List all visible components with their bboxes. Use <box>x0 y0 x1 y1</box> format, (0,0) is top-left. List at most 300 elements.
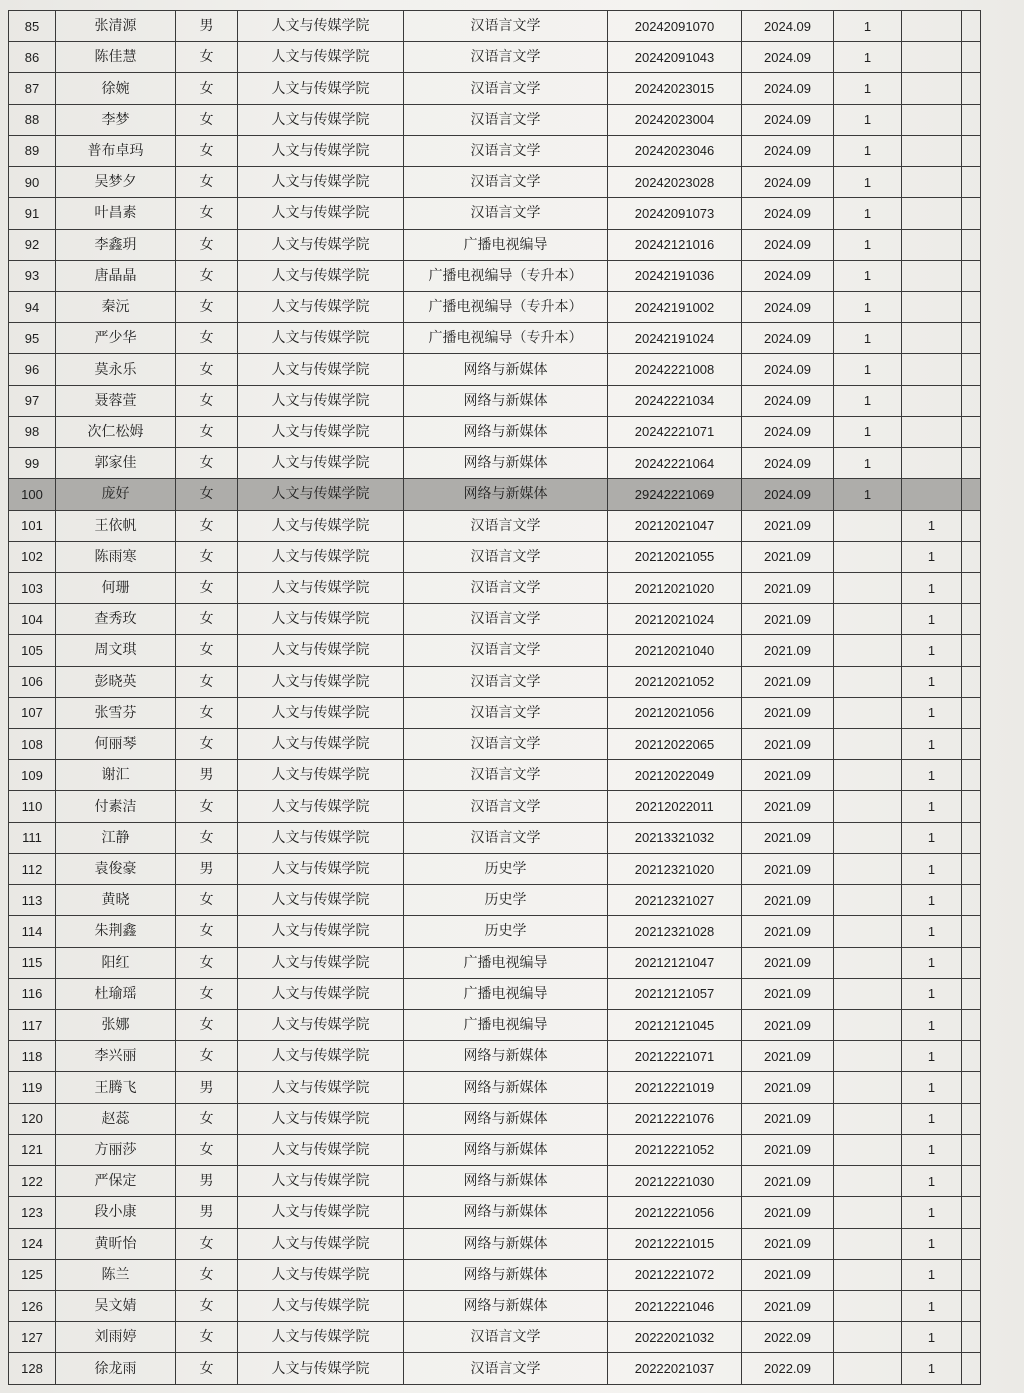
count-column-b-cell <box>902 229 962 260</box>
college-cell: 人文与传媒学院 <box>238 135 404 166</box>
row-number-cell: 106 <box>9 666 56 697</box>
count-column-a-cell <box>834 666 902 697</box>
count-column-b-cell: 1 <box>902 760 962 791</box>
enrollment-date-cell: 2021.09 <box>742 885 834 916</box>
count-column-b-cell: 1 <box>902 604 962 635</box>
student-name-cell: 谢汇 <box>56 760 176 791</box>
student-name-cell: 李梦 <box>56 104 176 135</box>
major-cell: 汉语言文学 <box>404 666 608 697</box>
student-id-cell: 20242023004 <box>608 104 742 135</box>
student-id-cell: 20213321032 <box>608 822 742 853</box>
student-name-cell: 何丽琴 <box>56 729 176 760</box>
enrollment-date-cell: 2021.09 <box>742 853 834 884</box>
college-cell: 人文与传媒学院 <box>238 916 404 947</box>
count-column-c-cell <box>962 229 981 260</box>
count-column-b-cell: 1 <box>902 1134 962 1165</box>
gender-cell: 女 <box>176 167 238 198</box>
row-number-cell: 116 <box>9 978 56 1009</box>
student-name-cell: 徐龙雨 <box>56 1353 176 1385</box>
major-cell: 汉语言文学 <box>404 104 608 135</box>
gender-cell: 女 <box>176 697 238 728</box>
major-cell: 汉语言文学 <box>404 541 608 572</box>
major-cell: 广播电视编导（专升本） <box>404 323 608 354</box>
gender-cell: 女 <box>176 916 238 947</box>
student-id-cell: 20212221056 <box>608 1197 742 1228</box>
count-column-a-cell: 1 <box>834 479 902 510</box>
roster-body <box>9 11 981 1385</box>
count-column-a-cell <box>834 1353 902 1385</box>
major-cell: 汉语言文学 <box>404 42 608 73</box>
table-row <box>9 697 981 728</box>
gender-cell: 女 <box>176 604 238 635</box>
row-number-cell: 121 <box>9 1134 56 1165</box>
enrollment-date-cell: 2021.09 <box>742 1228 834 1259</box>
college-cell: 人文与传媒学院 <box>238 822 404 853</box>
college-cell: 人文与传媒学院 <box>238 947 404 978</box>
student-name-cell: 李兴丽 <box>56 1041 176 1072</box>
count-column-c-cell <box>962 916 981 947</box>
count-column-c-cell <box>962 1166 981 1197</box>
major-cell: 网络与新媒体 <box>404 1290 608 1321</box>
enrollment-date-cell: 2021.09 <box>742 760 834 791</box>
table-row <box>9 11 981 42</box>
student-id-cell: 20242221071 <box>608 416 742 447</box>
row-number-cell: 94 <box>9 291 56 322</box>
row-number-cell: 103 <box>9 572 56 603</box>
count-column-c-cell <box>962 42 981 73</box>
student-name-cell: 吴文婧 <box>56 1290 176 1321</box>
enrollment-date-cell: 2021.09 <box>742 822 834 853</box>
student-id-cell: 20242121016 <box>608 229 742 260</box>
gender-cell: 女 <box>176 42 238 73</box>
count-column-c-cell <box>962 1134 981 1165</box>
row-number-cell: 107 <box>9 697 56 728</box>
count-column-c-cell <box>962 541 981 572</box>
student-name-cell: 周文琪 <box>56 635 176 666</box>
enrollment-date-cell: 2021.09 <box>742 729 834 760</box>
student-name-cell: 陈佳慧 <box>56 42 176 73</box>
count-column-b-cell <box>902 42 962 73</box>
student-name-cell: 张娜 <box>56 1010 176 1041</box>
table-row <box>9 260 981 291</box>
college-cell: 人文与传媒学院 <box>238 510 404 541</box>
count-column-b-cell: 1 <box>902 885 962 916</box>
table-row <box>9 978 981 1009</box>
enrollment-date-cell: 2021.09 <box>742 697 834 728</box>
count-column-c-cell <box>962 947 981 978</box>
count-column-a-cell: 1 <box>834 73 902 104</box>
college-cell: 人文与传媒学院 <box>238 479 404 510</box>
row-number-cell: 101 <box>9 510 56 541</box>
major-cell: 广播电视编导（专升本） <box>404 260 608 291</box>
row-number-cell: 109 <box>9 760 56 791</box>
student-id-cell: 20242191002 <box>608 291 742 322</box>
student-id-cell: 20212021040 <box>608 635 742 666</box>
major-cell: 汉语言文学 <box>404 1353 608 1385</box>
table-row <box>9 947 981 978</box>
count-column-b-cell <box>902 416 962 447</box>
count-column-b-cell: 1 <box>902 822 962 853</box>
gender-cell: 女 <box>176 448 238 479</box>
enrollment-date-cell: 2024.09 <box>742 135 834 166</box>
table-row <box>9 635 981 666</box>
table-row <box>9 1322 981 1353</box>
enrollment-date-cell: 2024.09 <box>742 11 834 42</box>
enrollment-date-cell: 2021.09 <box>742 1072 834 1103</box>
college-cell: 人文与传媒学院 <box>238 1041 404 1072</box>
enrollment-date-cell: 2024.09 <box>742 323 834 354</box>
count-column-c-cell <box>962 604 981 635</box>
count-column-b-cell: 1 <box>902 1290 962 1321</box>
enrollment-date-cell: 2021.09 <box>742 604 834 635</box>
count-column-a-cell <box>834 697 902 728</box>
row-number-cell: 114 <box>9 916 56 947</box>
count-column-c-cell <box>962 729 981 760</box>
count-column-c-cell <box>962 1290 981 1321</box>
college-cell: 人文与传媒学院 <box>238 635 404 666</box>
gender-cell: 男 <box>176 853 238 884</box>
enrollment-date-cell: 2021.09 <box>742 791 834 822</box>
gender-cell: 女 <box>176 791 238 822</box>
student-name-cell: 陈雨寒 <box>56 541 176 572</box>
college-cell: 人文与传媒学院 <box>238 1353 404 1385</box>
student-name-cell: 赵蕊 <box>56 1103 176 1134</box>
gender-cell: 女 <box>176 479 238 510</box>
table-row <box>9 385 981 416</box>
count-column-b-cell <box>902 135 962 166</box>
enrollment-date-cell: 2021.09 <box>742 1103 834 1134</box>
count-column-b-cell: 1 <box>902 697 962 728</box>
student-id-cell: 20212022065 <box>608 729 742 760</box>
student-name-cell: 何珊 <box>56 572 176 603</box>
college-cell: 人文与传媒学院 <box>238 978 404 1009</box>
gender-cell: 女 <box>176 354 238 385</box>
row-number-cell: 99 <box>9 448 56 479</box>
count-column-a-cell: 1 <box>834 198 902 229</box>
gender-cell: 女 <box>176 104 238 135</box>
college-cell: 人文与传媒学院 <box>238 760 404 791</box>
table-row <box>9 1290 981 1321</box>
major-cell: 汉语言文学 <box>404 135 608 166</box>
college-cell: 人文与传媒学院 <box>238 260 404 291</box>
count-column-b-cell: 1 <box>902 1072 962 1103</box>
student-id-cell: 20212321020 <box>608 853 742 884</box>
student-name-cell: 郭家佳 <box>56 448 176 479</box>
student-id-cell: 20212221030 <box>608 1166 742 1197</box>
table-row <box>9 1010 981 1041</box>
student-id-cell: 20212321027 <box>608 885 742 916</box>
gender-cell: 女 <box>176 73 238 104</box>
major-cell: 网络与新媒体 <box>404 1134 608 1165</box>
count-column-b-cell: 1 <box>902 791 962 822</box>
major-cell: 广播电视编导（专升本） <box>404 291 608 322</box>
college-cell: 人文与传媒学院 <box>238 1322 404 1353</box>
student-id-cell: 20212221071 <box>608 1041 742 1072</box>
student-id-cell: 20212021047 <box>608 510 742 541</box>
student-name-cell: 莫永乐 <box>56 354 176 385</box>
student-name-cell: 彭晓英 <box>56 666 176 697</box>
gender-cell: 女 <box>176 1228 238 1259</box>
college-cell: 人文与传媒学院 <box>238 385 404 416</box>
row-number-cell: 104 <box>9 604 56 635</box>
count-column-c-cell <box>962 448 981 479</box>
college-cell: 人文与传媒学院 <box>238 104 404 135</box>
gender-cell: 女 <box>176 1353 238 1385</box>
count-column-c-cell <box>962 822 981 853</box>
count-column-a-cell: 1 <box>834 104 902 135</box>
row-number-cell: 112 <box>9 853 56 884</box>
count-column-a-cell: 1 <box>834 135 902 166</box>
count-column-c-cell <box>962 291 981 322</box>
major-cell: 广播电视编导 <box>404 978 608 1009</box>
gender-cell: 女 <box>176 1103 238 1134</box>
student-id-cell: 20222021037 <box>608 1353 742 1385</box>
college-cell: 人文与传媒学院 <box>238 604 404 635</box>
count-column-b-cell <box>902 385 962 416</box>
count-column-c-cell <box>962 1103 981 1134</box>
student-name-cell: 张清源 <box>56 11 176 42</box>
count-column-c-cell <box>962 635 981 666</box>
row-number-cell: 93 <box>9 260 56 291</box>
student-id-cell: 20212021055 <box>608 541 742 572</box>
count-column-c-cell <box>962 1259 981 1290</box>
count-column-c-cell <box>962 1228 981 1259</box>
student-id-cell: 29242221069 <box>608 479 742 510</box>
gender-cell: 女 <box>176 1010 238 1041</box>
table-row <box>9 853 981 884</box>
count-column-a-cell: 1 <box>834 416 902 447</box>
count-column-a-cell <box>834 760 902 791</box>
table-row <box>9 1166 981 1197</box>
count-column-b-cell <box>902 448 962 479</box>
college-cell: 人文与传媒学院 <box>238 42 404 73</box>
count-column-a-cell: 1 <box>834 354 902 385</box>
count-column-b-cell: 1 <box>902 572 962 603</box>
major-cell: 网络与新媒体 <box>404 1228 608 1259</box>
count-column-a-cell <box>834 1072 902 1103</box>
major-cell: 汉语言文学 <box>404 73 608 104</box>
student-name-cell: 王依帆 <box>56 510 176 541</box>
enrollment-date-cell: 2021.09 <box>742 1197 834 1228</box>
row-number-cell: 111 <box>9 822 56 853</box>
count-column-b-cell: 1 <box>902 729 962 760</box>
table-row <box>9 1259 981 1290</box>
row-number-cell: 85 <box>9 11 56 42</box>
count-column-b-cell <box>902 11 962 42</box>
count-column-b-cell <box>902 104 962 135</box>
count-column-a-cell: 1 <box>834 323 902 354</box>
enrollment-date-cell: 2024.09 <box>742 260 834 291</box>
row-number-cell: 105 <box>9 635 56 666</box>
student-id-cell: 20222021032 <box>608 1322 742 1353</box>
student-id-cell: 20212221046 <box>608 1290 742 1321</box>
count-column-b-cell: 1 <box>902 510 962 541</box>
count-column-b-cell: 1 <box>902 1259 962 1290</box>
count-column-b-cell: 1 <box>902 1353 962 1385</box>
count-column-a-cell <box>834 1010 902 1041</box>
count-column-b-cell: 1 <box>902 947 962 978</box>
count-column-a-cell: 1 <box>834 291 902 322</box>
gender-cell: 男 <box>176 1166 238 1197</box>
row-number-cell: 124 <box>9 1228 56 1259</box>
gender-cell: 女 <box>176 822 238 853</box>
college-cell: 人文与传媒学院 <box>238 416 404 447</box>
row-number-cell: 95 <box>9 323 56 354</box>
count-column-c-cell <box>962 1322 981 1353</box>
student-id-cell: 20212121057 <box>608 978 742 1009</box>
enrollment-date-cell: 2021.09 <box>742 1166 834 1197</box>
row-number-cell: 123 <box>9 1197 56 1228</box>
major-cell: 汉语言文学 <box>404 822 608 853</box>
student-id-cell: 20212221015 <box>608 1228 742 1259</box>
row-number-cell: 100 <box>9 479 56 510</box>
gender-cell: 女 <box>176 198 238 229</box>
student-id-cell: 20212321028 <box>608 916 742 947</box>
count-column-b-cell <box>902 198 962 229</box>
student-id-cell: 20242023046 <box>608 135 742 166</box>
major-cell: 汉语言文学 <box>404 760 608 791</box>
major-cell: 网络与新媒体 <box>404 1072 608 1103</box>
enrollment-date-cell: 2021.09 <box>742 666 834 697</box>
count-column-b-cell <box>902 323 962 354</box>
count-column-c-cell <box>962 1353 981 1385</box>
count-column-a-cell <box>834 510 902 541</box>
major-cell: 网络与新媒体 <box>404 1166 608 1197</box>
row-number-cell: 97 <box>9 385 56 416</box>
student-name-cell: 王腾飞 <box>56 1072 176 1103</box>
row-number-cell: 89 <box>9 135 56 166</box>
count-column-c-cell <box>962 510 981 541</box>
count-column-a-cell <box>834 729 902 760</box>
college-cell: 人文与传媒学院 <box>238 1166 404 1197</box>
student-name-cell: 江静 <box>56 822 176 853</box>
enrollment-date-cell: 2024.09 <box>742 42 834 73</box>
count-column-c-cell <box>962 978 981 1009</box>
count-column-a-cell <box>834 978 902 1009</box>
gender-cell: 男 <box>176 760 238 791</box>
college-cell: 人文与传媒学院 <box>238 354 404 385</box>
major-cell: 汉语言文学 <box>404 198 608 229</box>
count-column-b-cell <box>902 260 962 291</box>
gender-cell: 男 <box>176 1072 238 1103</box>
row-number-cell: 113 <box>9 885 56 916</box>
college-cell: 人文与传媒学院 <box>238 291 404 322</box>
student-id-cell: 20212021024 <box>608 604 742 635</box>
gender-cell: 女 <box>176 635 238 666</box>
enrollment-date-cell: 2024.09 <box>742 73 834 104</box>
major-cell: 网络与新媒体 <box>404 479 608 510</box>
enrollment-date-cell: 2021.09 <box>742 1010 834 1041</box>
major-cell: 汉语言文学 <box>404 572 608 603</box>
student-id-cell: 20242091043 <box>608 42 742 73</box>
count-column-a-cell <box>834 1134 902 1165</box>
count-column-c-cell <box>962 760 981 791</box>
count-column-c-cell <box>962 416 981 447</box>
table-row <box>9 1103 981 1134</box>
row-number-cell: 120 <box>9 1103 56 1134</box>
row-number-cell: 122 <box>9 1166 56 1197</box>
student-name-cell: 陈兰 <box>56 1259 176 1290</box>
enrollment-date-cell: 2024.09 <box>742 229 834 260</box>
gender-cell: 女 <box>176 510 238 541</box>
count-column-a-cell: 1 <box>834 260 902 291</box>
enrollment-date-cell: 2024.09 <box>742 385 834 416</box>
count-column-c-cell <box>962 572 981 603</box>
college-cell: 人文与传媒学院 <box>238 697 404 728</box>
table-row <box>9 354 981 385</box>
student-name-cell: 张雪芬 <box>56 697 176 728</box>
student-id-cell: 20212221072 <box>608 1259 742 1290</box>
student-id-cell: 20212221019 <box>608 1072 742 1103</box>
count-column-b-cell <box>902 291 962 322</box>
table-row <box>9 104 981 135</box>
count-column-a-cell <box>834 1103 902 1134</box>
major-cell: 汉语言文学 <box>404 167 608 198</box>
gender-cell: 男 <box>176 1197 238 1228</box>
gender-cell: 女 <box>176 291 238 322</box>
table-row <box>9 541 981 572</box>
table-row <box>9 760 981 791</box>
student-name-cell: 聂蓉萱 <box>56 385 176 416</box>
student-id-cell: 20242221008 <box>608 354 742 385</box>
count-column-a-cell <box>834 572 902 603</box>
row-number-cell: 91 <box>9 198 56 229</box>
table-row <box>9 1072 981 1103</box>
major-cell: 汉语言文学 <box>404 11 608 42</box>
student-name-cell: 次仁松姆 <box>56 416 176 447</box>
count-column-a-cell: 1 <box>834 167 902 198</box>
student-name-cell: 吴梦夕 <box>56 167 176 198</box>
table-row <box>9 885 981 916</box>
table-row <box>9 822 981 853</box>
count-column-a-cell <box>834 1290 902 1321</box>
major-cell: 汉语言文学 <box>404 697 608 728</box>
count-column-b-cell <box>902 354 962 385</box>
count-column-c-cell <box>962 791 981 822</box>
count-column-c-cell <box>962 135 981 166</box>
row-number-cell: 87 <box>9 73 56 104</box>
row-number-cell: 127 <box>9 1322 56 1353</box>
college-cell: 人文与传媒学院 <box>238 853 404 884</box>
row-number-cell: 96 <box>9 354 56 385</box>
enrollment-date-cell: 2022.09 <box>742 1353 834 1385</box>
major-cell: 历史学 <box>404 916 608 947</box>
gender-cell: 女 <box>176 229 238 260</box>
row-number-cell: 118 <box>9 1041 56 1072</box>
student-id-cell: 20212022049 <box>608 760 742 791</box>
student-name-cell: 朱荆鑫 <box>56 916 176 947</box>
count-column-b-cell: 1 <box>902 1010 962 1041</box>
count-column-b-cell <box>902 73 962 104</box>
enrollment-date-cell: 2021.09 <box>742 978 834 1009</box>
student-id-cell: 20242091070 <box>608 11 742 42</box>
row-number-cell: 92 <box>9 229 56 260</box>
count-column-b-cell: 1 <box>902 978 962 1009</box>
gender-cell: 女 <box>176 885 238 916</box>
major-cell: 网络与新媒体 <box>404 1197 608 1228</box>
gender-cell: 女 <box>176 947 238 978</box>
row-number-cell: 115 <box>9 947 56 978</box>
count-column-c-cell <box>962 385 981 416</box>
table-row <box>9 416 981 447</box>
count-column-c-cell <box>962 479 981 510</box>
student-id-cell: 20212121047 <box>608 947 742 978</box>
enrollment-date-cell: 2021.09 <box>742 1134 834 1165</box>
enrollment-date-cell: 2024.09 <box>742 104 834 135</box>
enrollment-date-cell: 2024.09 <box>742 198 834 229</box>
count-column-a-cell <box>834 1197 902 1228</box>
enrollment-date-cell: 2024.09 <box>742 354 834 385</box>
